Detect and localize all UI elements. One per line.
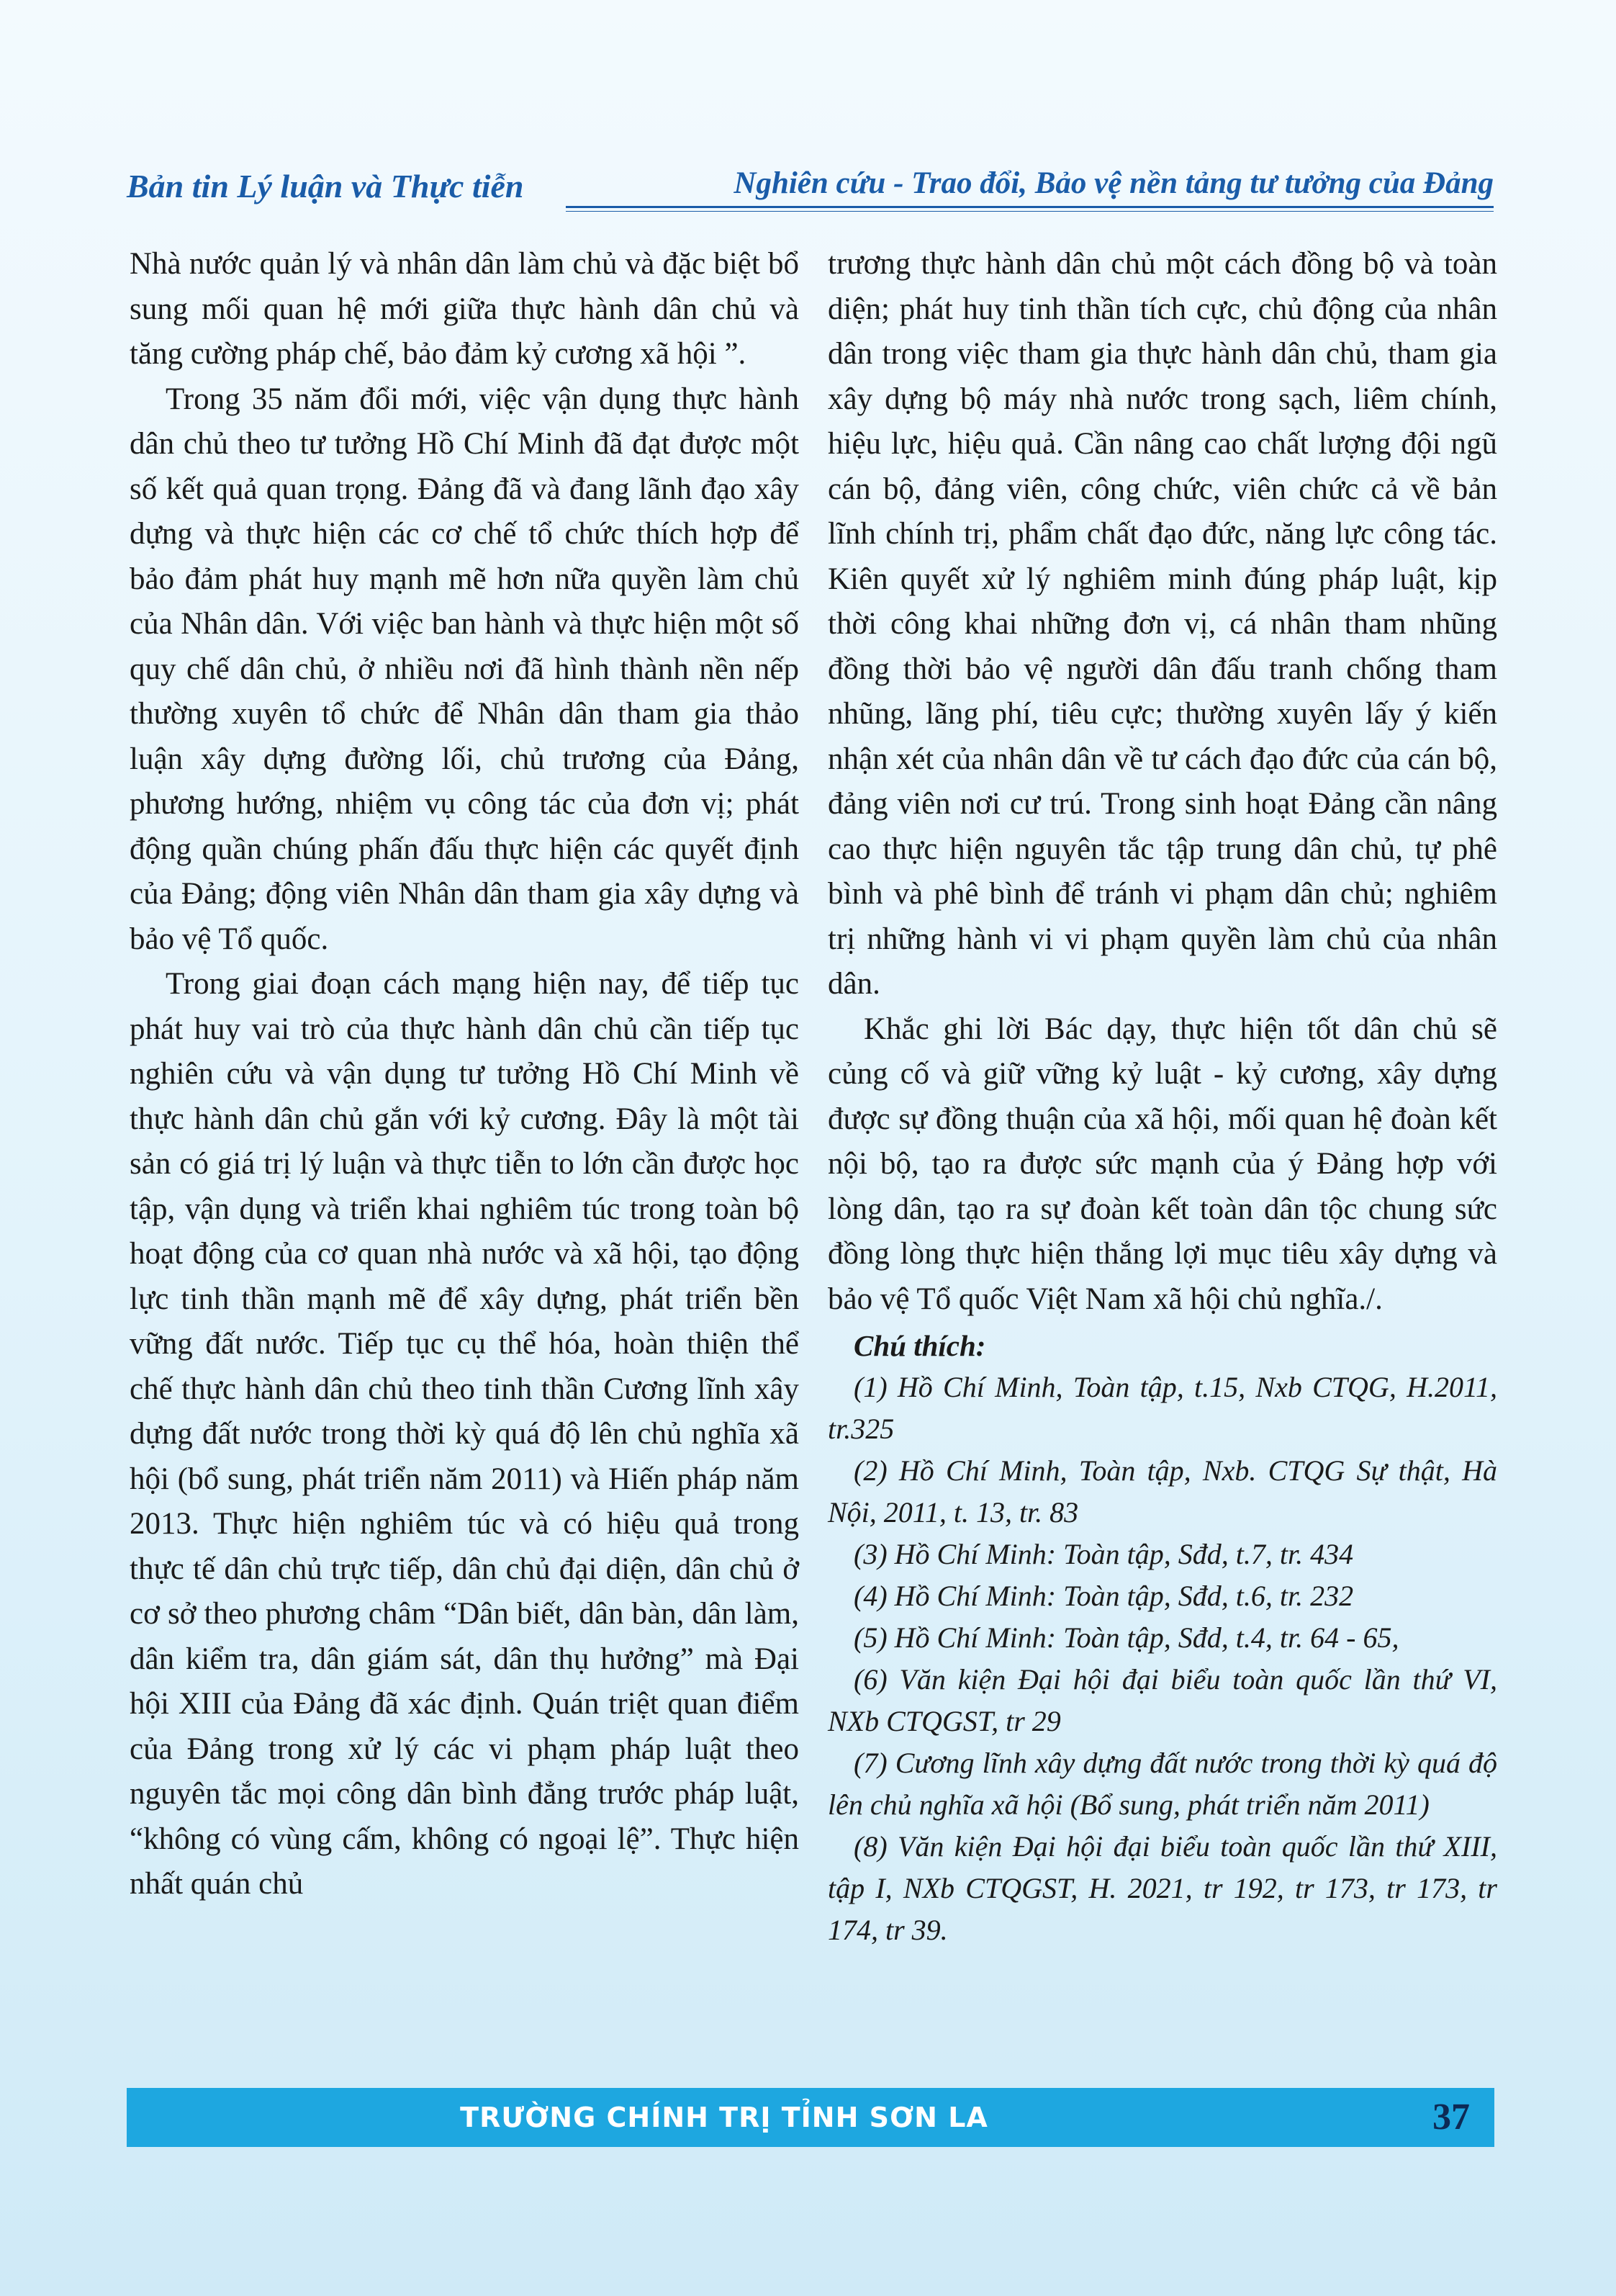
paragraph: Trong 35 năm đổi mới, việc vận dụng thực hành dân chủ theo tư tưởng Hồ Chí Minh đã đạt được một số kết quả quan trọng. Đảng đã và đang lãnh đạo xây dựng và thực hiện các cơ chế tổ chức thích hợp để bảo đảm phát huy mạnh mẽ hơn nữa quyền làm chủ của Nhân dân. Với việc ban hành và thực hiện một số quy chế dân chủ, ở nhiều nơi đã hình thành nền nếp thường xuyên tổ chức để Nhân dân tham gia thảo luận xây dựng đường lối, chủ trương của Đảng, phương hướng, nhiệm vụ công tác của đơn vị; phát động quần chúng phấn đấu thực hiện các quyết định của Đảng; động viên Nhân dân tham gia xây dựng và bảo vệ Tổ quốc.: [130, 382, 799, 956]
footnote: (4) Hồ Chí Minh: Toàn tập, Sđd, t.6, tr. 232: [854, 1580, 1354, 1612]
footnote: (3) Hồ Chí Minh: Toàn tập, Sđd, t.7, tr. 434: [854, 1538, 1354, 1570]
paragraph: Nhà nước quản lý và nhân dân làm chủ và đặc biệt bổ sung mối quan hệ mới giữa thực hành dân chủ và tăng cường pháp chế, bảo đảm kỷ cương xã hội ”.: [130, 247, 799, 371]
publication-title: Bản tin Lý luận và Thực tiễn: [127, 168, 524, 204]
page-number: 37: [1432, 2097, 1470, 2138]
section-title: Nghiên cứu - Trao đổi, Bảo vệ nền tảng tư tưởng của Đảng: [733, 166, 1494, 200]
footnote: (2) Hồ Chí Minh, Toàn tập, Nxb. CTQG Sự thật, Hà Nội, 2011, t. 13, tr. 83: [828, 1454, 1497, 1529]
footnote: (1) Hồ Chí Minh, Toàn tập, t.15, Nxb CTQG, H.2011, tr.325: [828, 1371, 1497, 1445]
paragraph: Khắc ghi lời Bác dạy, thực hiện tốt dân chủ sẽ củng cố và giữ vững kỷ luật - kỷ cương, xây dựng được sự đồng thuận của xã hội, mối quan hệ đoàn kết nội bộ, tạo ra được sức mạnh của ý Đảng hợp với lòng dân, tạo ra sự đoàn kết toàn dân tộc chung sức đồng lòng thực hiện thắng lợi mục tiêu xây dựng và bảo vệ Tổ quốc Việt Nam xã hội chủ nghĩa./.: [828, 1012, 1497, 1316]
footer-title: TRƯỜNG CHÍNH TRỊ TỈNH SƠN LA: [460, 2102, 988, 2133]
footnote: (6) Văn kiện Đại hội đại biểu toàn quốc lần thứ VI, NXb CTQGST, tr 29: [828, 1663, 1497, 1737]
footnote: (7) Cương lĩnh xây dựng đất nước trong thời kỳ quá độ lên chủ nghĩa xã hội (Bổ sung, phát triển năm 2011): [828, 1747, 1497, 1821]
footnote: (8) Văn kiện Đại hội đại biểu toàn quốc lần thứ XIII, tập I, NXb CTQGST, H. 2021, tr 192, tr 173, tr 173, tr 174, tr 39.: [828, 1830, 1497, 1946]
footer-band: [127, 2088, 1494, 2147]
paragraph: trương thực hành dân chủ một cách đồng bộ và toàn diện; phát huy tinh thần tích cực, chủ động của nhân dân trong việc tham gia thực hành dân chủ, tham gia xây dựng bộ máy nhà nước trong sạch, liêm chính, hiệu lực, hiệu quả. Cần nâng cao chất lượng đội ngũ cán bộ, đảng viên, công chức, viên chức cả về bản lĩnh chính trị, phẩm chất đạo đức, năng lực công tác. Kiên quyết xử lý nghiêm minh đúng pháp luật, kịp thời công khai những đơn vị, cá nhân tham nhũng đồng thời bảo vệ người dân đấu tranh chống tham nhũng, lãng phí, tiêu cực; thường xuyên lấy ý kiến nhận xét của nhân dân về tư cách đạo đức của cán bộ, đảng viên nơi cư trú. Trong sinh hoạt Đảng cần nâng cao thực hiện nguyên tắc tập trung dân chủ, tự phê bình và phê bình để tránh vi phạm dân chủ; nghiêm trị những hành vi vi phạm quyền làm chủ của nhân dân.: [828, 247, 1497, 1001]
footnotes-title: Chú thích:: [854, 1329, 986, 1362]
right-column: [828, 242, 1497, 1951]
footnotes: [828, 1325, 1497, 1951]
paragraph: Trong giai đoạn cách mạng hiện nay, để tiếp tục phát huy vai trò của thực hành dân chủ cần tiếp tục nghiên cứu và vận dụng tư tưởng Hồ Chí Minh về thực hành dân chủ gắn với kỷ cương. Đây là một tài sản có giá trị lý luận và thực tiễn to lớn cần được học tập, vận dụng và triển khai nghiêm túc trong toàn bộ hoạt động của cơ quan nhà nước và xã hội, tạo động lực tinh thần mạnh mẽ để xây dựng, phát triển bền vững đất nước. Tiếp tục cụ thể hóa, hoàn thiện thể chế thực hành dân chủ theo tinh thần Cương lĩnh xây dựng đất nước trong thời kỳ quá độ lên chủ nghĩa xã hội (bổ sung, phát triển năm 2011) và Hiến pháp năm 2013. Thực hiện nghiêm túc và có hiệu quả trong thực tế dân chủ trực tiếp, dân chủ đại diện, dân chủ ở cơ sở theo phương châm “Dân biết, dân bàn, dân làm, dân kiểm tra, dân giám sát, dân thụ hưởng” mà Đại hội XIII của Đảng đã xác định. Quán triệt quan điểm của Đảng trong xử lý các vi phạm pháp luật theo nguyên tắc mọi công dân bình đẳng trước pháp luật, “không có vùng cấm, không có ngoại lệ”. Thực hiện nhất quán chủ: [130, 967, 799, 1901]
header-divider: [566, 206, 1494, 212]
left-column: [130, 242, 799, 1907]
footnote: (5) Hồ Chí Minh: Toàn tập, Sđd, t.4, tr. 64 - 65,: [854, 1621, 1399, 1654]
